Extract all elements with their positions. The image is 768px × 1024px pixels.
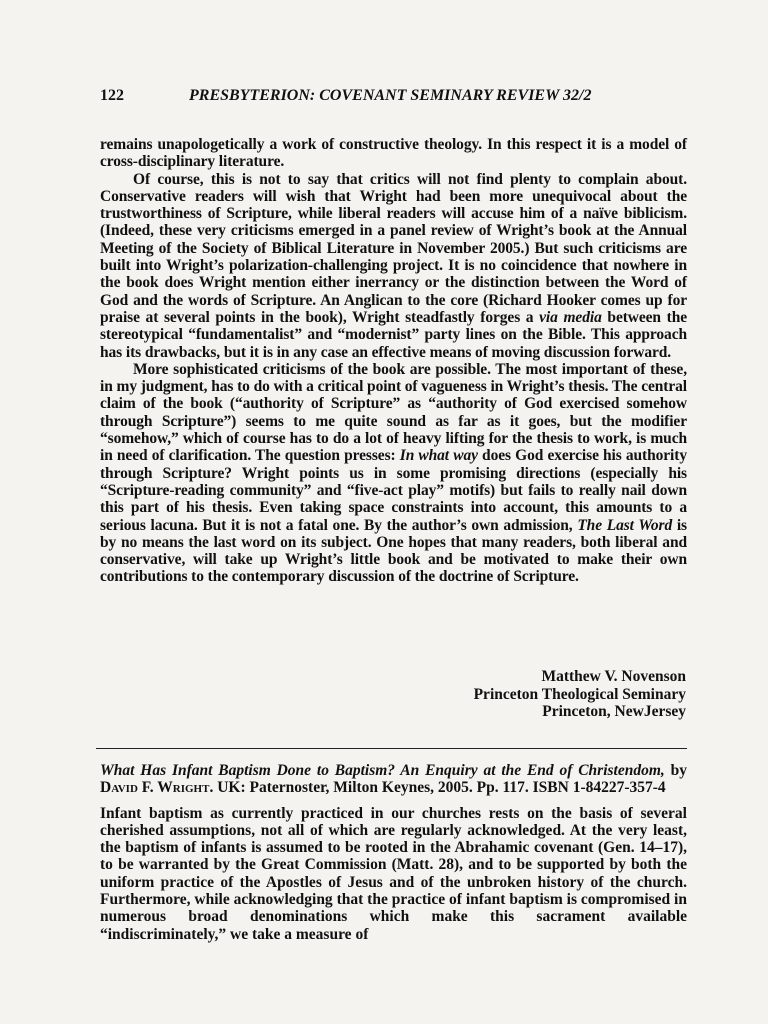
text-run: Of course, this is not to say that critics will not find plenty to complain about. Conservative readers will wish that Wright had been more unequivocal about the trustworthiness of Scripture, while liberal readers will accuse him of a naïve biblicism. (Indeed, these very criticisms emerged in a panel review of Wright’s book at the Annual Meeting of the Society of Biblical Literature in November 2005.) But such criticisms are built into Wright’s polarization-challenging project. It is no coincidence that nowhere in the book does Wright mention either inerrancy or the distinction between the Word of God and the words of Scripture. An Anglican to the core (Richard Hooker comes up for praise at several points in the book), Wright steadfastly forges a — [100, 170, 687, 326]
section-divider — [96, 748, 687, 749]
italic-phrase: In what way — [399, 447, 478, 465]
running-title: PRESBYTERION: COVENANT SEMINARY REVIEW 32/2 — [189, 87, 592, 104]
paragraph-continued: remains unapologetically a work of constructive theology. In this respect it is a model of cross-disciplinary literature. — [100, 136, 687, 171]
book-citation — [100, 762, 687, 797]
text-run: is by no means the last word on its subject. One hopes that many readers, both liberal and conservative, will take up Wright’s little book and be motivated to make their own contributions to the contemporary discussion of the doctrine of Scripture. — [100, 516, 687, 586]
reviewer-institution: Princeton Theological Seminary — [473, 685, 686, 703]
review-body — [100, 136, 687, 586]
citation-by: by — [664, 762, 687, 779]
reviewer-name: Matthew V. Novenson — [541, 668, 686, 685]
paragraph-criticisms — [100, 171, 687, 361]
paragraph-sophisticated — [100, 361, 687, 586]
review-paragraph: Infant baptism as currently practiced in our churches rests on the basis of several cherished assumptions, not all of which are regularly acknowledged. At the very least, the baptism of infants is assumed to be rooted in the Abrahamic covenant (Gen. 14–17), to be warranted by the Great Commission (Matt. 28), and to be supported by both the uniform practice of the Apostles of Jesus and of the unbroken history of the church. Furthermore, while acknowledging that the practice of infant baptism is compromised in numerous broad denominations which make this sacrament available “indiscriminately,” we take a measure of — [100, 804, 687, 943]
page-number: 122 — [100, 87, 124, 104]
reviewer-signature — [380, 668, 686, 721]
text-run: does God exercise his authority through Scripture? Wright points us in some promising directions (especially his “Scripture-reading community” and “five-act play” motifs) but fails to really nail down this part of his thesis. Even taking space constraints into account, this amounts to a serious lacuna. But it is not a fatal one. By the author’s own admission, — [100, 447, 687, 534]
text-run: between the stereotypical “fundamentalist” and “modernist” party lines on the Bible. This approach has its drawbacks, but it is in any case an effective means of moving discussion forward. — [100, 308, 688, 361]
text-run: More sophisticated criticisms of the book are possible. The most important of these, in my judgment, has to do with a critical point of vagueness in Wright’s thesis. The central claim of the book (“authority of Scripture” as “authority of God exercised somehow through Scripture”) seems to me quite sound as far as it goes, but the modifier “somehow,” which of course has to do a lot of heavy lifting for the thesis to work, is much in need of clarification. The question presses: — [100, 360, 688, 465]
publication-details: . UK: Paternoster, Milton Keynes, 2005. Pp. 117. ISBN 1-84227-357-4 — [209, 779, 666, 797]
next-review — [100, 762, 687, 943]
reviewer-location: Princeton, NewJersey — [542, 703, 686, 720]
book-author: David F. Wright — [100, 779, 210, 797]
book-title: What Has Infant Baptism Done to Baptism? An Enquiry at the End of Christendom, — [100, 762, 665, 779]
book-title-italic: The Last Word — [577, 516, 673, 534]
italic-phrase: via media — [539, 308, 602, 326]
